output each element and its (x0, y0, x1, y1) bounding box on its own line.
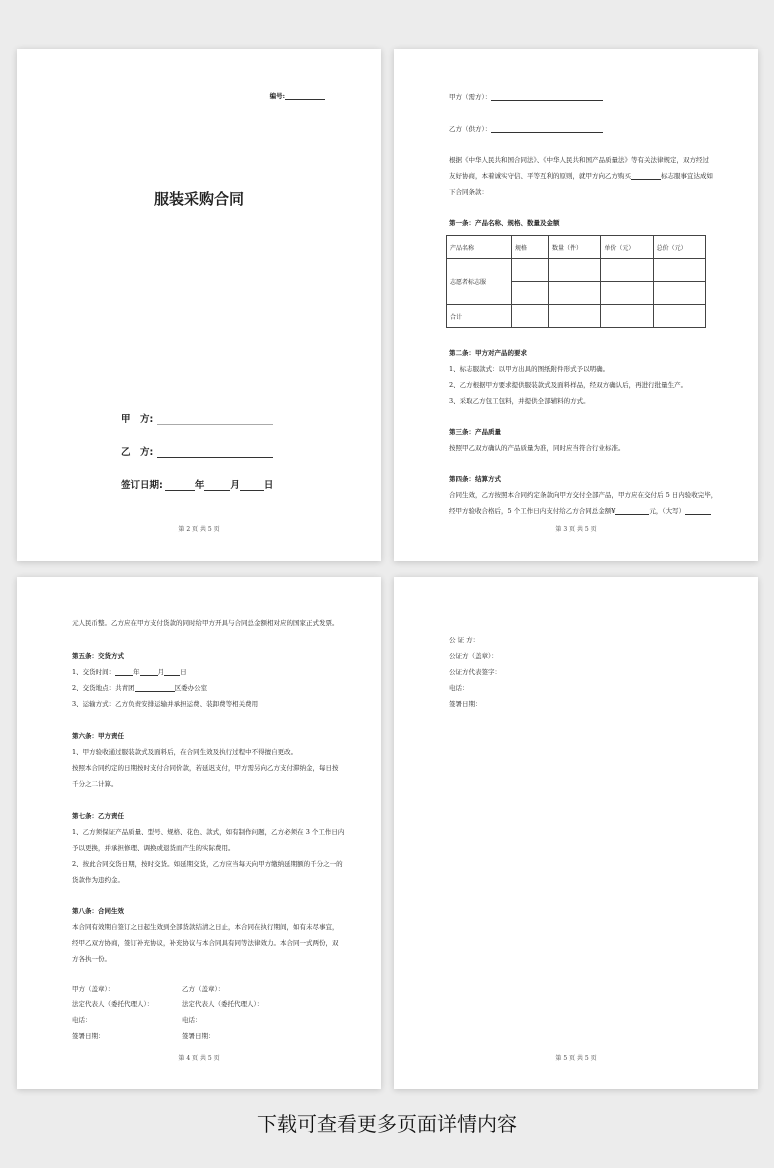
day-blank (240, 490, 264, 491)
article-2-item: 3、采取乙方包工包料，并提供全部辅料的方式。 (449, 397, 590, 405)
delivery-time-label: 1、交货时间： (72, 668, 116, 676)
article-5-title: 第五条：交货方式 (72, 652, 124, 660)
table-cell (512, 305, 549, 328)
page-footer: 第 3 页 共 5 页 (555, 526, 597, 533)
article-3-title: 第三条：产品质量 (449, 428, 501, 436)
table-header-cell: 总价（元） (653, 236, 705, 259)
table-cell (601, 305, 653, 328)
delivery-year-blank (115, 675, 133, 676)
contract-number-blank (285, 99, 325, 100)
party-a-blank (491, 100, 603, 101)
notary-date: 签署日期： (449, 700, 482, 708)
intro-line-3: 下合同条款： (449, 188, 488, 196)
contract-number (270, 93, 325, 100)
contract-page-4 (17, 577, 381, 1089)
party-b-label: 乙方（供方）： (449, 125, 492, 133)
table-header-cell: 数量（件） (549, 236, 601, 259)
table-cell (601, 282, 653, 305)
article-6-title: 第六条：甲方责任 (72, 732, 124, 740)
table-header-cell: 规格 (512, 236, 549, 259)
delivery-year-label: 年 (133, 668, 140, 676)
day-label: 日 (263, 480, 274, 491)
cover-page (17, 49, 381, 561)
delivery-month-blank (140, 675, 158, 676)
continued-line: 元人民币整。乙方应在甲方支付货款的同时给甲方开具与合同总金额相对应的国家正式发票。 (72, 619, 339, 627)
article-7-line: 1、乙方须保证产品质量、型号、规格、花色、款式，如有制作问题，乙方必须在 3 个工作日内 (72, 828, 345, 836)
article-8-line: 方各执一份。 (72, 955, 111, 963)
month-label: 月 (230, 480, 240, 491)
sig-a-phone: 电话： (72, 1016, 92, 1024)
table-header-cell: 产品名称 (447, 236, 512, 259)
article-8-line: 经甲乙双方协商，签订补充协议，补充协议与本合同具有同等法律效力。本合同一式两份，双 (72, 939, 339, 947)
cover-party-a-label: 甲 方: (121, 414, 154, 425)
table-header-cell: 单价（元） (601, 236, 653, 259)
article-4-line-2 (449, 508, 711, 515)
contract-page-3 (394, 49, 758, 561)
table-cell (653, 282, 705, 305)
cover-party-a-blank (157, 424, 273, 425)
sig-b-date: 签署日期： (182, 1032, 215, 1040)
product-table (446, 235, 706, 328)
notary-party: 公 证 方： (449, 636, 480, 644)
contract-number-label: 编号: (269, 92, 285, 100)
article-7-line: 予以更换，并承担修理、调换或退货而产生的实际费用。 (72, 844, 235, 852)
cover-party-b-label: 乙 方: (121, 447, 154, 458)
table-cell (601, 259, 653, 282)
sig-a-seal: 甲方（盖章）： (72, 985, 115, 993)
notary-phone: 电话： (449, 684, 469, 692)
year-blank (165, 490, 195, 491)
intro-line-2-tail: 标志服事宜达成如 (661, 172, 713, 180)
delivery-place-tail: 区委办公室 (174, 684, 208, 692)
sig-b-rep: 法定代表人（委托代理人）： (182, 1000, 264, 1008)
document-title: 服装采购合同 (153, 190, 244, 208)
total-label-cell: 合计 (447, 305, 512, 328)
sig-b-phone: 电话： (182, 1016, 202, 1024)
product-name-cell: 志愿者标志服 (447, 259, 512, 305)
sig-a-rep: 法定代表人（委托代理人）： (72, 1000, 154, 1008)
download-caption: 下载可查看更多页面详情内容 (257, 1112, 517, 1136)
product-blank (631, 179, 661, 180)
table-cell (512, 259, 549, 282)
cover-sign-date (121, 477, 273, 491)
article-6-line: 千分之二计算。 (72, 780, 118, 788)
amount-words-blank (685, 514, 711, 515)
table-header-row (447, 236, 706, 259)
article-1-title: 第一条：产品名称、规格、数量及金额 (449, 219, 560, 227)
month-blank (204, 490, 230, 491)
table-cell (512, 282, 549, 305)
intro-line-2 (449, 173, 713, 180)
contract-page-5 (394, 577, 758, 1089)
article-4-line-1: 合同生效，乙方按照本合同约定条款向甲方交付全部产品，甲方应在交付后 5 日内验收完毕， (449, 491, 718, 499)
delivery-month-label: 月 (157, 668, 165, 676)
article-2-title: 第二条：甲方对产品的要求 (449, 349, 527, 357)
article-4-title: 第四条：结算方式 (449, 475, 501, 483)
article-4-line-2-tail: 元，（大写） (649, 507, 686, 515)
year-label: 年 (194, 480, 205, 491)
delivery-place-blank (135, 691, 175, 692)
table-cell (653, 259, 705, 282)
table-cell (549, 305, 601, 328)
cover-sign-date-label: 签订日期: (121, 480, 163, 491)
article-2-item: 2、乙方根据甲方要求提供服装款式及面料样品，经双方确认后，再进行批量生产。 (449, 381, 688, 389)
intro-line-2-text: 友好协商，本着诚实守信、平等互利的原则，就甲方向乙方购买 (449, 172, 631, 180)
amount-blank (615, 514, 649, 515)
delivery-day-label: 日 (180, 668, 187, 676)
article-2-item: 1、标志服款式：以甲方出具的图纸附件形式予以明确。 (449, 365, 610, 373)
cover-party-b-blank (157, 457, 273, 458)
article-3-text: 按照甲乙双方确认的产品质量为准，同时应当符合行业标准。 (449, 444, 625, 452)
sig-b-seal: 乙方（盖章）： (182, 985, 225, 993)
article-8-title: 第八条：合同生效 (72, 907, 124, 915)
table-cell (653, 305, 705, 328)
delivery-day-blank (164, 675, 180, 676)
cover-party-a (121, 411, 273, 425)
sig-a-date: 签署日期： (72, 1032, 105, 1040)
party-a-label: 甲方（需方）： (449, 93, 492, 101)
table-total-row (447, 305, 706, 328)
transport-method: 3、运输方式：乙方负责安排运输并承担运费、装卸费等相关费用 (72, 700, 259, 708)
party-a-line (449, 94, 603, 101)
table-row (447, 259, 706, 282)
article-6-line: 1、甲方验收通过服装款式及面料后，在合同生效及执行过程中不得擅自更改。 (72, 748, 298, 756)
table-cell (549, 282, 601, 305)
article-8-line: 本合同有效期自签订之日起生效到全部货款结清之日止，本合同在执行期间，如有未尽事宜， (72, 923, 339, 931)
article-7-title: 第七条：乙方责任 (72, 812, 124, 820)
page-footer: 第 2 页 共 5 页 (178, 526, 220, 533)
delivery-place (72, 685, 207, 692)
article-6-line: 按照本合同约定的日期按时支付合同价款，若延迟支付，甲方需另向乙方支付滞纳金，每日按 (72, 764, 339, 772)
delivery-place-label: 2、交货地点：共青团 (72, 684, 135, 692)
party-b-blank (491, 132, 603, 133)
intro-line-1: 根据《中华人民共和国合同法》、《中华人民共和国产品质量法》等有关法律规定，双方经过 (449, 156, 709, 164)
article-7-line: 货款作为违约金。 (72, 876, 124, 884)
page-footer: 第 5 页 共 5 页 (555, 1055, 597, 1062)
cover-party-b (121, 444, 273, 458)
party-b-line (449, 126, 603, 133)
article-7-line: 2、按此合同交货日期，按时交货。如延期交货，乙方应当每天向甲方缴纳延期额的千分之一的 (72, 860, 343, 868)
article-4-line-2-text: 经甲方验收合格后，5 个工作日内支付给乙方合同总金额¥ (449, 507, 616, 515)
table-cell (549, 259, 601, 282)
notary-seal: 公证方（盖章）： (449, 652, 498, 660)
delivery-time (72, 669, 187, 676)
page-footer: 第 4 页 共 5 页 (178, 1055, 220, 1062)
notary-rep-signature: 公证方代表签字： (449, 668, 501, 676)
